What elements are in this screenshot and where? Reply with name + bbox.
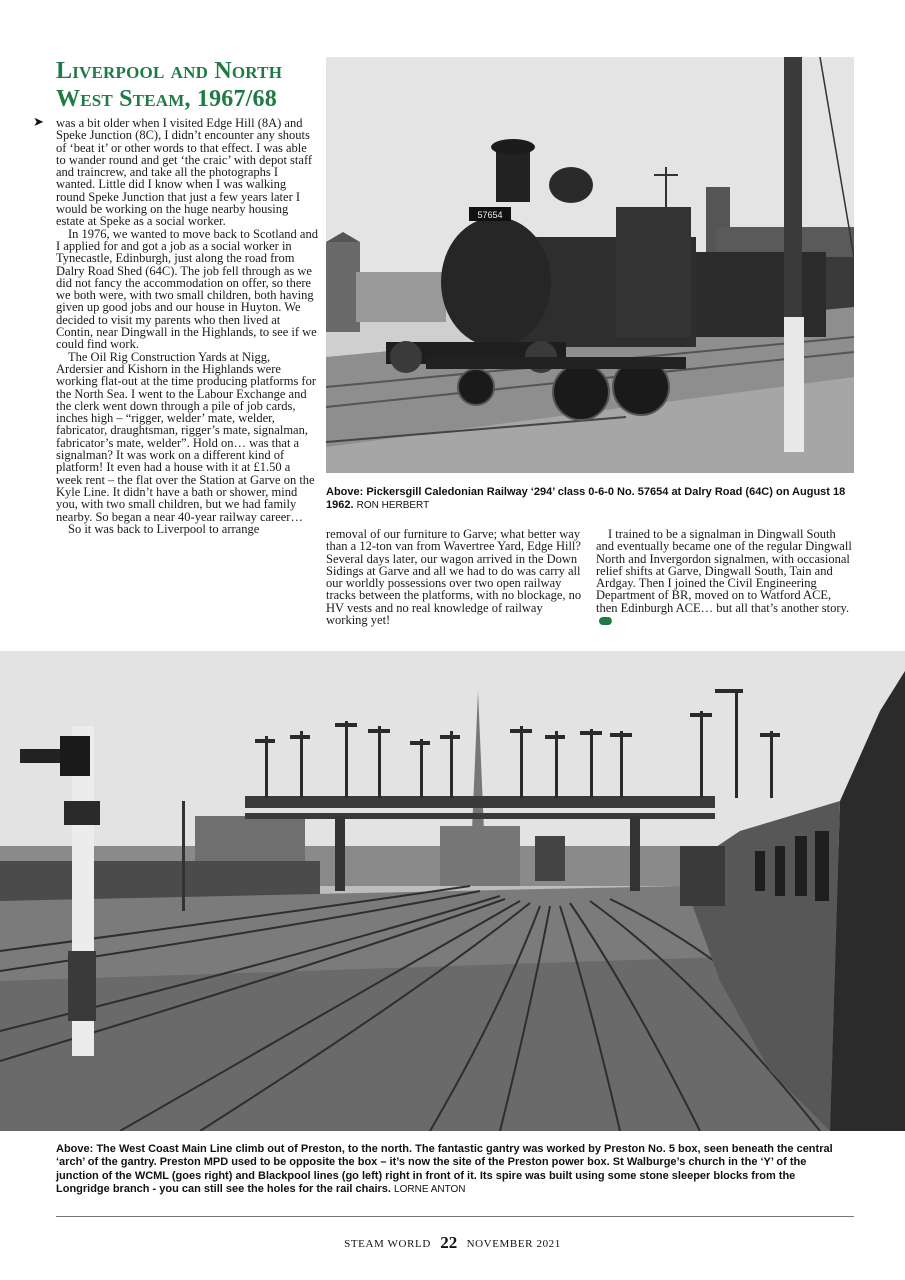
loco-number-plate: 57654 [477, 210, 503, 220]
issue-date: NOVEMBER 2021 [466, 1238, 561, 1250]
title-line-1: Liverpool and North [56, 58, 283, 84]
paragraph: removal of our furniture to Garve; what better way than a 12-ton van from Wavertree Yard, Edge Hill? Several days later, our wagon arrived in the Down Sidings at Garve and all we had to do was carry all our worldly possessions over two open railway tracks between the platforms, with no blockage, no HV vests and no real knowledge of railway working yet! [326, 527, 582, 628]
paragraph [596, 528, 854, 626]
page-number: 22 [440, 1233, 458, 1252]
article-column-2 [326, 528, 584, 626]
end-mark-text: SW [611, 618, 620, 625]
photo-credit: RON HERBERT [356, 500, 430, 512]
continuation-arrow-icon: ➤ [33, 115, 44, 130]
locomotive-photo [326, 57, 854, 473]
paragraph: The Oil Rig Construction Yards at Nigg, Ardersier and Kishorn in the Highlands were working flat-out at the time producing platforms for the North Sea. I went to the Labour Exchange and the clerk went down through a pile of job cards, inches high – “rigger, welder’ mate, welder, fabricator, draughtsman, rigger’s mate, signalman, fabricator’s mate, welder”. Hold on… was that a signalman? It was work on a different kind of platform! It even had a house with it at £1.50 a week rent – the flat over the Station at Garve on the Kyle Line. It didn’t have a bath or shower, mind you, with two small children, but we had family nearby. So began a near 40-year railway career… [56, 349, 317, 524]
paragraph: In 1976, we wanted to move back to Scotland and I applied for and got a job as a social worker in Tynecastle, Edinburgh, just along the road from Dalry Road Shed (64C). The job fell through as we did not fancy the accommodation on offer, so there we both were, with two small children, both having given up good jobs and our house in Huyton. We decided to visit my parents who then lived at Contin, near Dingwall in the Highlands, to see if we could find work. [56, 226, 318, 352]
photo-1-caption [326, 486, 854, 513]
caption-text: Above: Pickersgill Caledonian Railway ‘294’ class 0-6-0 No. 57654 at Dalry Road (64C) on August 18 1962. [326, 486, 846, 512]
photo-2-caption [56, 1143, 851, 1197]
article-title [56, 57, 324, 113]
article-column-3 [596, 528, 854, 626]
caption-text: Above: The West Coast Main Line climb out of Preston, to the north. The fantastic gantry was worked by Preston No. 5 box, seen beneath the central ‘arch’ of the gantry. Preston MPD used to be opposite the box – it’s now the site of the Preston power box. St Walburge’s church in the ‘Y’ of the junction of the WCML (goes right) and Blackpool lines (go left) right in front of it. Its spire was built using some stone sleeper blocks from the Longridge branch - you can still see the holes for the rail chairs. [56, 1143, 833, 1196]
title-line-2: West Steam, 1967/68 [56, 86, 277, 112]
page-footer [0, 1233, 905, 1253]
magazine-name: STEAM WORLD [344, 1238, 431, 1250]
preston-gantry-photo [0, 651, 905, 1131]
end-of-article-logo [599, 617, 620, 625]
paragraph-text: I trained to be a signalman in Dingwall South and eventually became one of the regular Dingwall North and Invergordon signalmen, with occasional relief shifts at Garve, Dingwall South, Tain and Ardgay. Then I joined the Civil Engineering Department of BR, moved on to Watford ACE, then Edinburgh ACE… but all that’s another story. [596, 527, 852, 615]
paragraph: So it was back to Liverpool to arrange [68, 521, 260, 536]
paragraph: was a bit older when I visited Edge Hill (8A) and Speke Junction (8C), I didn’t encounter any shouts of ‘beat it’ or other words to that effect. I was able to wander round and get ‘the craic’ with depot staff and traincrew, and take all the photographs I wanted. Little did I know when I was walking round Speke Junction that just a few years later I would be working on the huge nearby housing estate at Speke as a social worker. [56, 116, 313, 229]
article-column-1 [56, 117, 318, 535]
footer-divider [56, 1216, 854, 1217]
photo-credit: LORNE ANTON [394, 1184, 466, 1196]
